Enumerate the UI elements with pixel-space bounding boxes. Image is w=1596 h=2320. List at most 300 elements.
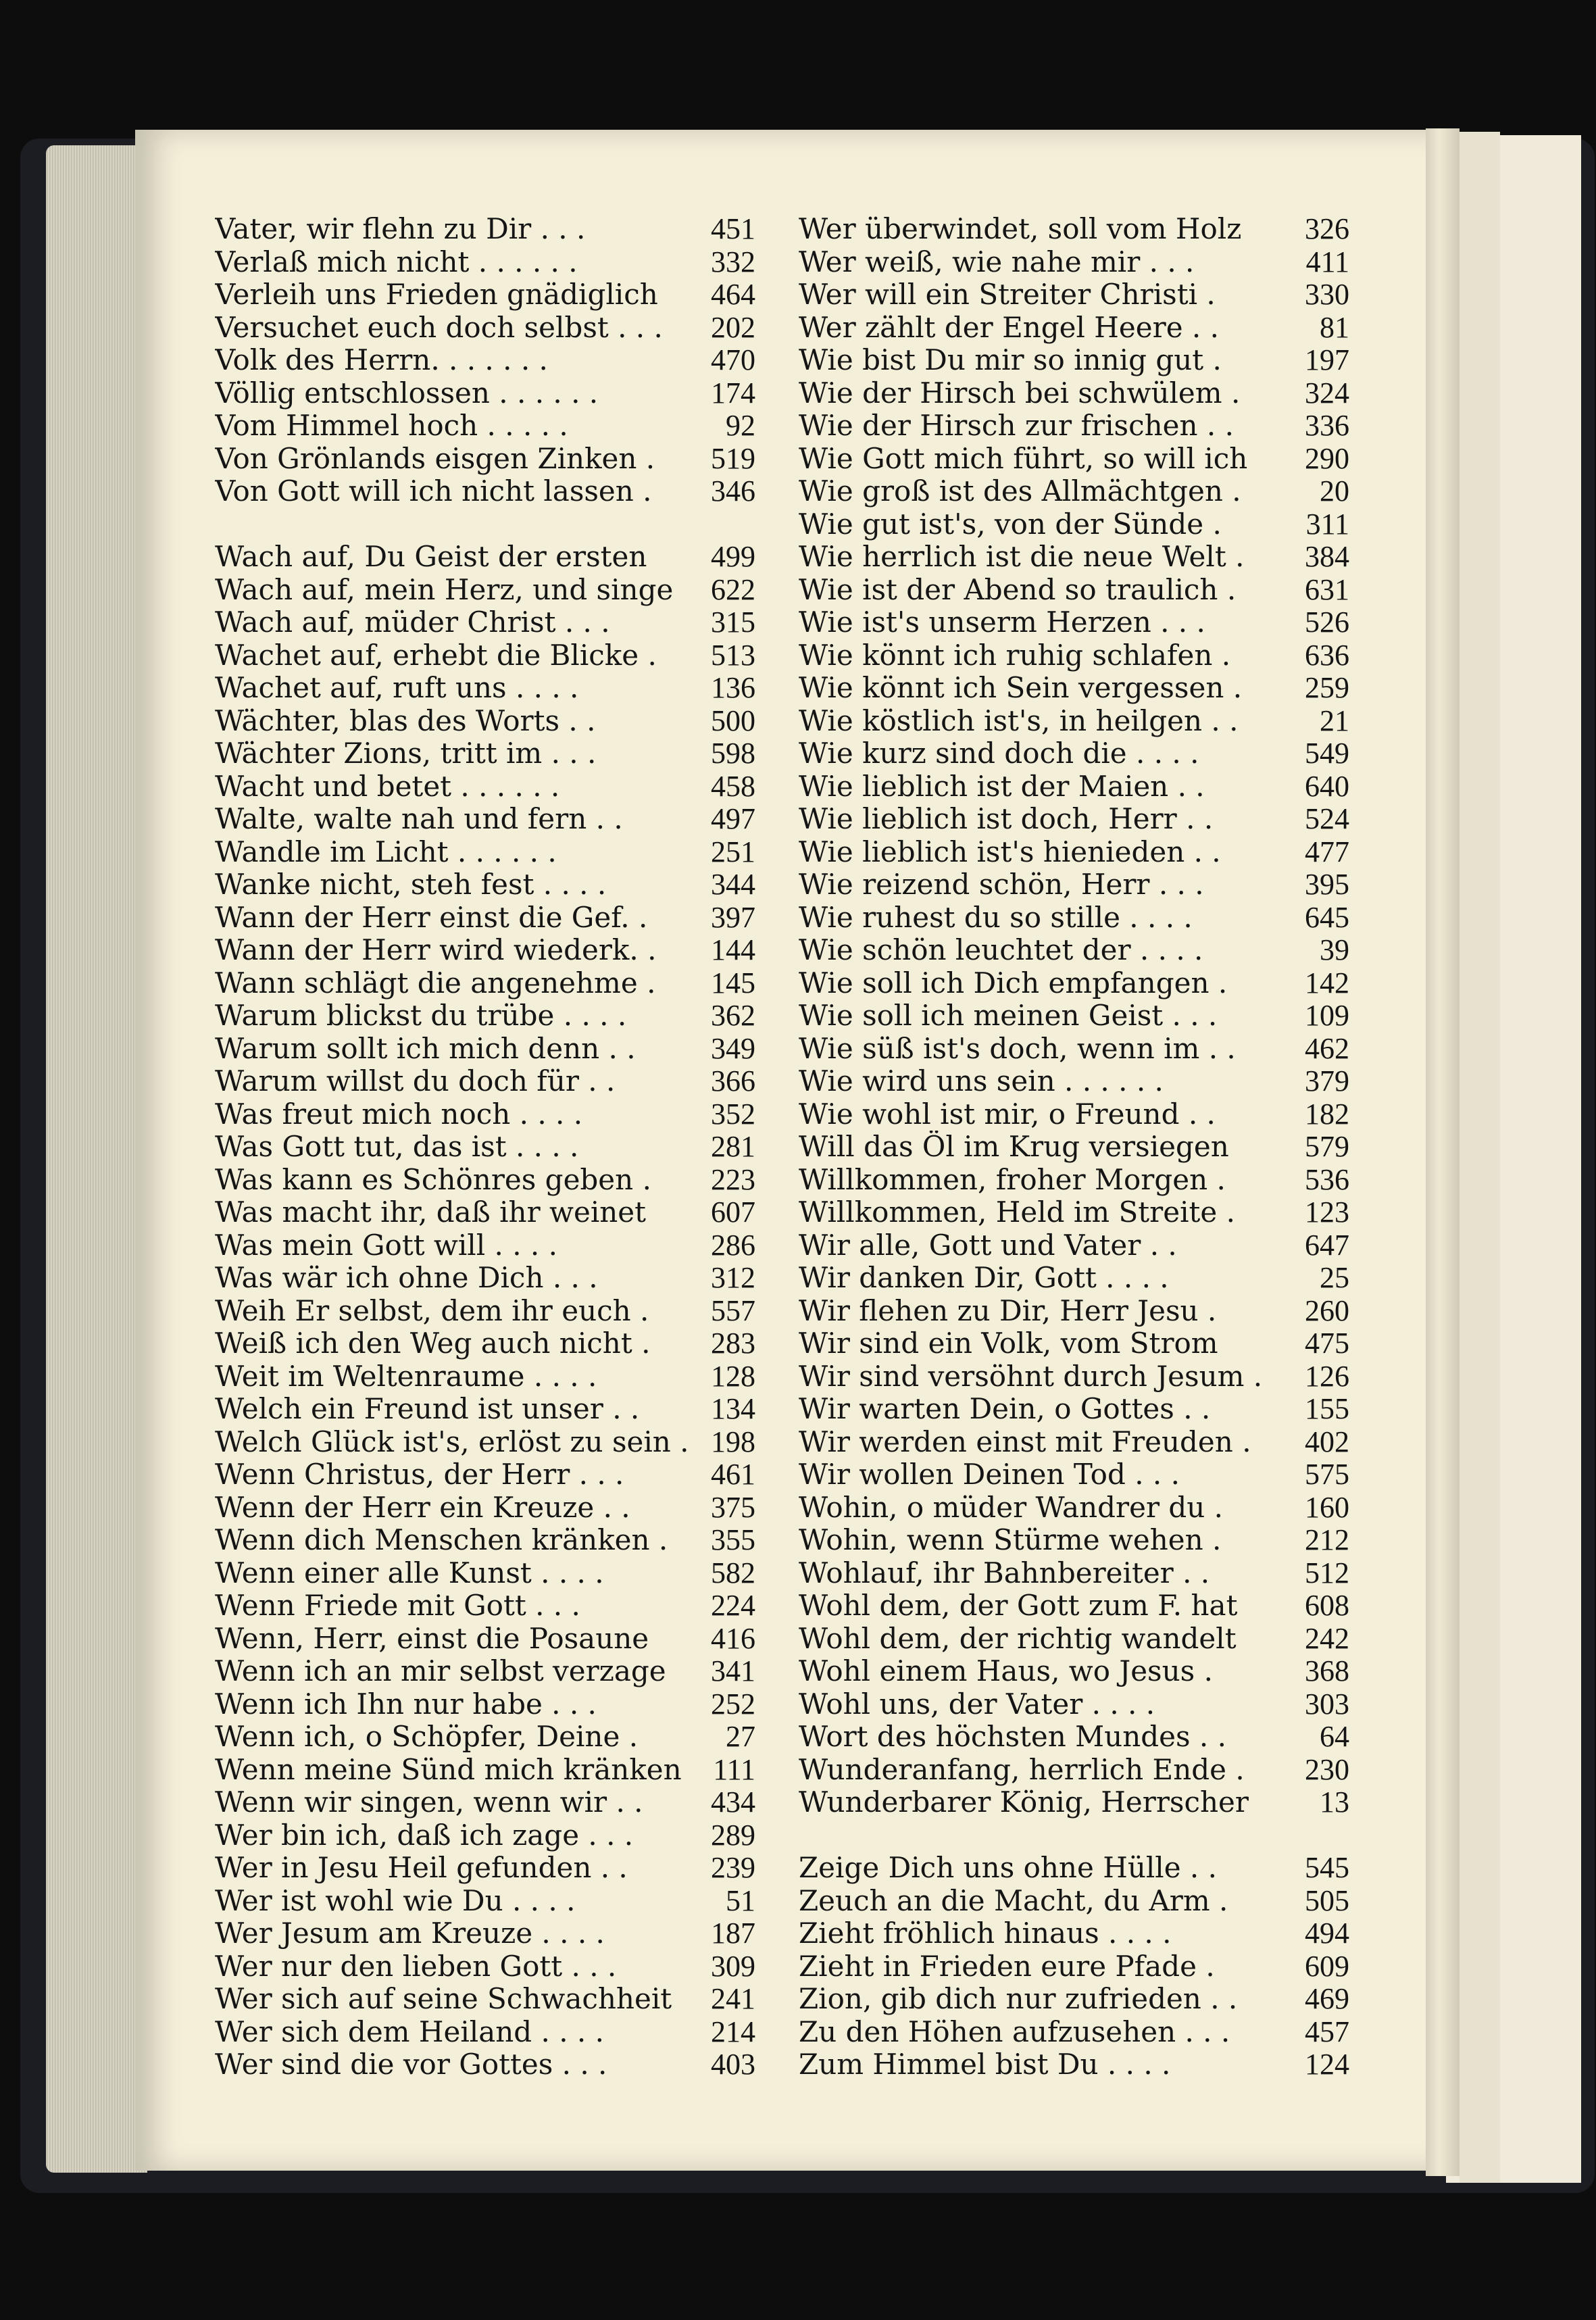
hymn-title: Wir sind ein Volk, vom Strom bbox=[799, 1327, 1218, 1360]
hymn-number: 344 bbox=[711, 868, 755, 901]
hymn-title: Wenn, Herr, einst die Posaune bbox=[215, 1622, 649, 1655]
index-entry bbox=[799, 1426, 1349, 1459]
hymn-number: 241 bbox=[711, 1983, 755, 2015]
hymn-title: Wer weiß, wie nahe mir . . . bbox=[799, 245, 1195, 278]
index-entry bbox=[215, 246, 755, 279]
hymn-title: Wie der Hirsch bei schwülem . bbox=[799, 376, 1241, 410]
hymn-title: Walte, walte nah und fern . . bbox=[215, 803, 623, 835]
index-entry bbox=[799, 1491, 1349, 1525]
hymn-title: Warum blickst du trübe . . . . bbox=[215, 999, 627, 1032]
hymn-title: Wer sich dem Heiland . . . . bbox=[215, 2015, 604, 2048]
index-entry bbox=[215, 1327, 755, 1360]
hymn-title: Wie könnt ich Sein vergessen . bbox=[799, 672, 1243, 704]
hymn-number: 379 bbox=[1305, 1065, 1349, 1097]
hymn-number: 494 bbox=[1305, 1917, 1349, 1950]
page-gutter bbox=[1426, 128, 1460, 2176]
hymn-number: 609 bbox=[1305, 1950, 1349, 1983]
hymn-title: Wenn Christus, der Herr . . . bbox=[215, 1458, 624, 1491]
hymn-title: Wie soll ich Dich empfangen . bbox=[799, 966, 1228, 999]
hymn-number: 647 bbox=[1305, 1229, 1349, 1262]
index-entry bbox=[215, 1033, 755, 1066]
hymn-title: Wenn ich Ihn nur habe . . . bbox=[215, 1687, 597, 1721]
index-group-w bbox=[215, 541, 755, 2081]
hymn-number: 336 bbox=[1305, 410, 1349, 442]
index-entry bbox=[799, 1229, 1349, 1262]
index-entry bbox=[215, 475, 755, 508]
hymn-number: 500 bbox=[711, 704, 755, 737]
hymn-number: 123 bbox=[1305, 1196, 1349, 1229]
hymn-number: 631 bbox=[1305, 573, 1349, 606]
index-entry bbox=[215, 1491, 755, 1525]
hymn-title: Wer in Jesu Heil gefunden . . bbox=[215, 1852, 628, 1884]
index-entry bbox=[215, 1655, 755, 1688]
hymn-title: Weit im Weltenraume . . . . bbox=[215, 1360, 597, 1393]
index-entry bbox=[799, 2016, 1349, 2049]
hymn-number: 469 bbox=[1305, 1983, 1349, 2015]
index-entry bbox=[799, 278, 1349, 312]
index-entry bbox=[799, 1262, 1349, 1295]
index-entry bbox=[799, 902, 1349, 935]
hymn-title: Was macht ihr, daß ihr weinet bbox=[215, 1196, 647, 1229]
hymn-title: Wir sind versöhnt durch Jesum . bbox=[799, 1360, 1263, 1393]
hymn-number: 349 bbox=[711, 1032, 755, 1065]
hymn-number: 202 bbox=[711, 311, 755, 344]
hymn-title: Vater, wir flehn zu Dir . . . bbox=[215, 213, 586, 245]
index-entry bbox=[799, 1295, 1349, 1328]
index-entry bbox=[799, 377, 1349, 410]
hymn-number: 403 bbox=[711, 2048, 755, 2081]
hymn-number: 224 bbox=[711, 1589, 755, 1622]
index-entry bbox=[215, 934, 755, 967]
hymn-title: Vom Himmel hoch . . . . . bbox=[215, 410, 568, 442]
hymn-number: 545 bbox=[1305, 1852, 1349, 1884]
hymn-title: Wie könnt ich ruhig schlafen . bbox=[799, 639, 1231, 672]
hymn-number: 187 bbox=[711, 1917, 755, 1950]
hymn-number: 513 bbox=[711, 639, 755, 672]
index-entry bbox=[799, 541, 1349, 574]
hymn-title: Wohlauf, ihr Bahnbereiter . . bbox=[799, 1556, 1210, 1589]
hymn-number: 145 bbox=[711, 966, 755, 999]
hymn-title: Wach auf, Du Geist der ersten bbox=[215, 541, 647, 573]
index-entry bbox=[215, 639, 755, 672]
hymn-number: 198 bbox=[711, 1425, 755, 1458]
hymn-number: 462 bbox=[1305, 1032, 1349, 1065]
hymn-title: Wanke nicht, steh fest . . . . bbox=[215, 868, 607, 901]
hymn-number: 457 bbox=[1305, 2015, 1349, 2048]
hymn-title: Zieht in Frieden eure Pfade . bbox=[799, 1950, 1215, 1983]
index-entry bbox=[215, 672, 755, 705]
hymn-title: Wandle im Licht . . . . . . bbox=[215, 835, 557, 868]
hymn-title: Zeige Dich uns ohne Hülle . . bbox=[799, 1852, 1217, 1884]
index-entry bbox=[215, 1196, 755, 1229]
hymn-title: Wer sind die vor Gottes . . . bbox=[215, 2048, 607, 2081]
index-entry bbox=[215, 737, 755, 770]
hymn-number: 21 bbox=[1320, 704, 1349, 737]
index-entry bbox=[215, 1754, 755, 1787]
hymn-title: Verleih uns Frieden gnädiglich bbox=[215, 278, 658, 311]
index-entry bbox=[215, 1164, 755, 1197]
hymn-title: Wohl uns, der Vater . . . . bbox=[799, 1687, 1155, 1721]
hymn-title: Wachet auf, ruft uns . . . . bbox=[215, 672, 579, 704]
hymn-number: 362 bbox=[711, 999, 755, 1032]
hymn-number: 505 bbox=[1305, 1884, 1349, 1917]
hymn-title: Was freut mich noch . . . . bbox=[215, 1097, 583, 1131]
hymn-number: 128 bbox=[711, 1360, 755, 1393]
hymn-number: 607 bbox=[711, 1196, 755, 1229]
index-entry bbox=[215, 1623, 755, 1656]
index-entry bbox=[799, 1983, 1349, 2016]
hymn-title: Zum Himmel bist Du . . . . bbox=[799, 2048, 1171, 2081]
hymn-number: 260 bbox=[1305, 1294, 1349, 1327]
index-entry bbox=[215, 1688, 755, 1721]
index-entry bbox=[215, 1065, 755, 1098]
hymn-title: Wie ist's unserm Herzen . . . bbox=[799, 606, 1205, 639]
index-entry bbox=[799, 1164, 1349, 1197]
index-entry bbox=[215, 1524, 755, 1557]
index-entry bbox=[215, 213, 755, 246]
index-entry bbox=[215, 902, 755, 935]
hymn-title: Wann schlägt die angenehme . bbox=[215, 966, 656, 999]
index-entry bbox=[215, 377, 755, 410]
index-entry bbox=[799, 1098, 1349, 1131]
index-entry bbox=[215, 606, 755, 639]
index-entry bbox=[799, 475, 1349, 508]
hymn-number: 20 bbox=[1320, 475, 1349, 508]
hymn-title: Wort des höchsten Mundes . . bbox=[799, 1721, 1226, 1753]
index-entry bbox=[799, 1360, 1349, 1393]
hymn-title: Wenn wir singen, wenn wir . . bbox=[215, 1786, 643, 1819]
index-entry bbox=[799, 770, 1349, 804]
hymn-title: Wie gut ist's, von der Sünde . bbox=[799, 508, 1222, 541]
hymn-title: Was kann es Schönres geben . bbox=[215, 1163, 651, 1196]
hymn-title: Was wär ich ohne Dich . . . bbox=[215, 1262, 598, 1294]
index-entry bbox=[799, 737, 1349, 770]
hymn-number: 144 bbox=[711, 934, 755, 966]
hymn-number: 315 bbox=[711, 606, 755, 639]
hymn-title: Wie soll ich meinen Geist . . . bbox=[799, 999, 1218, 1032]
index-entry bbox=[799, 1786, 1349, 1819]
hymn-number: 416 bbox=[711, 1622, 755, 1655]
index-entry bbox=[799, 1393, 1349, 1426]
hymn-number: 309 bbox=[711, 1950, 755, 1983]
index-entry bbox=[799, 312, 1349, 345]
index-entry bbox=[799, 705, 1349, 738]
hymn-number: 109 bbox=[1305, 999, 1349, 1032]
hymn-number: 81 bbox=[1320, 311, 1349, 344]
hymn-title: Verlaß mich nicht . . . . . . bbox=[215, 245, 578, 278]
index-entry bbox=[215, 770, 755, 804]
index-entry bbox=[799, 410, 1349, 443]
hymn-number: 330 bbox=[1305, 278, 1349, 311]
index-entry bbox=[799, 1721, 1349, 1754]
index-entry bbox=[215, 1721, 755, 1754]
index-entry bbox=[799, 672, 1349, 705]
hymn-number: 477 bbox=[1305, 835, 1349, 868]
hymn-number: 598 bbox=[711, 737, 755, 770]
hymn-title: Wie süß ist's doch, wenn im . . bbox=[799, 1032, 1236, 1065]
hymn-title: Wer Jesum am Kreuze . . . . bbox=[215, 1917, 605, 1950]
hymn-title: Zieht fröhlich hinaus . . . . bbox=[799, 1917, 1172, 1950]
index-entry bbox=[215, 1917, 755, 1950]
hymn-title: Wenn meine Sünd mich kränken bbox=[215, 1753, 682, 1786]
hymn-number: 212 bbox=[1305, 1524, 1349, 1556]
hymn-number: 332 bbox=[711, 245, 755, 278]
index-entry bbox=[799, 246, 1349, 279]
index-entry bbox=[215, 999, 755, 1033]
hymn-number: 636 bbox=[1305, 639, 1349, 672]
hymn-title: Willkommen, Held im Streite . bbox=[799, 1196, 1235, 1229]
hymn-number: 25 bbox=[1320, 1262, 1349, 1294]
hymn-number: 464 bbox=[711, 278, 755, 311]
index-entry bbox=[215, 1983, 755, 2016]
hymn-number: 375 bbox=[711, 1491, 755, 1524]
index-entry bbox=[799, 1131, 1349, 1164]
hymn-number: 524 bbox=[1305, 803, 1349, 835]
hymn-number: 497 bbox=[711, 803, 755, 835]
index-entry bbox=[799, 606, 1349, 639]
index-entry bbox=[799, 1524, 1349, 1557]
hymn-number: 252 bbox=[711, 1687, 755, 1721]
index-entry bbox=[799, 1033, 1349, 1066]
hymn-title: Wer will ein Streiter Christi . bbox=[799, 278, 1216, 311]
index-entry bbox=[215, 574, 755, 607]
hymn-title: Was Gott tut, das ist . . . . bbox=[215, 1131, 579, 1163]
index-entry bbox=[215, 1557, 755, 1590]
index-entry bbox=[215, 1393, 755, 1426]
hymn-title: Von Grönlands eisgen Zinken . bbox=[215, 442, 655, 475]
hymn-number: 39 bbox=[1320, 934, 1349, 966]
index-entry bbox=[799, 639, 1349, 672]
hymn-title: Wir flehen zu Dir, Herr Jesu . bbox=[799, 1294, 1217, 1327]
hymn-title: Wir alle, Gott und Vater . . bbox=[799, 1229, 1177, 1262]
index-column-left bbox=[215, 213, 755, 2081]
index-entry bbox=[215, 278, 755, 312]
hymn-number: 239 bbox=[711, 1852, 755, 1884]
hymn-number: 259 bbox=[1305, 672, 1349, 704]
index-entry bbox=[215, 1458, 755, 1491]
index-entry bbox=[799, 836, 1349, 869]
hymn-number: 289 bbox=[711, 1819, 755, 1852]
hymn-number: 582 bbox=[711, 1556, 755, 1589]
hymn-title: Wir warten Dein, o Gottes . . bbox=[799, 1393, 1211, 1425]
hymn-title: Wunderbarer König, Herrscher bbox=[799, 1786, 1249, 1819]
hymn-number: 230 bbox=[1305, 1753, 1349, 1786]
index-column-right bbox=[799, 213, 1349, 2081]
hymn-title: Welch Glück ist's, erlöst zu sein . bbox=[215, 1425, 689, 1458]
index-entry bbox=[215, 967, 755, 1000]
index-entry bbox=[215, 2016, 755, 2049]
hymn-title: Volk des Herrn. . . . . . . bbox=[215, 344, 548, 376]
hymn-number: 402 bbox=[1305, 1425, 1349, 1458]
hymn-number: 512 bbox=[1305, 1556, 1349, 1589]
hymn-number: 281 bbox=[711, 1131, 755, 1163]
hymn-title: Wachet auf, erhebt die Blicke . bbox=[215, 639, 657, 672]
hymn-title: Wohl dem, der richtig wandelt bbox=[799, 1622, 1237, 1655]
hymn-number: 155 bbox=[1305, 1393, 1349, 1425]
hymn-title: Wer nur den lieben Gott . . . bbox=[215, 1950, 617, 1983]
hymn-number: 124 bbox=[1305, 2048, 1349, 2081]
hymn-title: Zu den Höhen aufzusehen . . . bbox=[799, 2015, 1230, 2048]
hymn-number: 214 bbox=[711, 2015, 755, 2048]
index-entry bbox=[215, 1885, 755, 1918]
hymn-number: 640 bbox=[1305, 770, 1349, 803]
index-entry bbox=[799, 574, 1349, 607]
hymn-number: 92 bbox=[726, 410, 755, 442]
hymn-number: 536 bbox=[1305, 1163, 1349, 1196]
hymn-number: 126 bbox=[1305, 1360, 1349, 1393]
hymn-title: Wie kurz sind doch die . . . . bbox=[799, 737, 1199, 770]
hymn-number: 286 bbox=[711, 1229, 755, 1262]
index-group-z bbox=[799, 1852, 1349, 2081]
hymn-title: Wie der Hirsch zur frischen . . bbox=[799, 410, 1234, 442]
index-entry bbox=[215, 868, 755, 902]
hymn-title: Völlig entschlossen . . . . . . bbox=[215, 376, 599, 410]
hymn-title: Wer überwindet, soll vom Holz bbox=[799, 213, 1242, 245]
hymn-title: Wir danken Dir, Gott . . . . bbox=[799, 1262, 1169, 1294]
index-entry bbox=[799, 1852, 1349, 1885]
hymn-title: Wie wird uns sein . . . . . . bbox=[799, 1065, 1164, 1097]
hymn-title: Wie köstlich ist's, in heilgen . . bbox=[799, 704, 1239, 737]
index-entry bbox=[799, 1327, 1349, 1360]
binding-strip bbox=[1460, 132, 1500, 2183]
hymn-number: 352 bbox=[711, 1097, 755, 1131]
hymn-title: Wächter, blas des Worts . . bbox=[215, 704, 596, 737]
hymn-number: 64 bbox=[1320, 1721, 1349, 1753]
index-entry bbox=[215, 1098, 755, 1131]
hymn-number: 311 bbox=[1305, 508, 1349, 541]
hymn-title: Wenn Friede mit Gott . . . bbox=[215, 1589, 580, 1622]
index-entry bbox=[215, 1852, 755, 1885]
hymn-title: Wenn der Herr ein Kreuze . . bbox=[215, 1491, 630, 1524]
hymn-number: 242 bbox=[1305, 1622, 1349, 1655]
hymn-number: 622 bbox=[711, 573, 755, 606]
hymn-number: 142 bbox=[1305, 966, 1349, 999]
hymn-number: 134 bbox=[711, 1393, 755, 1425]
hymn-title: Wie reizend schön, Herr . . . bbox=[799, 868, 1204, 901]
hymn-number: 341 bbox=[711, 1655, 755, 1687]
index-group-v bbox=[215, 213, 755, 508]
hymn-number: 160 bbox=[1305, 1491, 1349, 1524]
index-entry bbox=[799, 2048, 1349, 2081]
index-entry bbox=[215, 1262, 755, 1295]
hymn-number: 174 bbox=[711, 376, 755, 410]
hymn-title: Zion, gib dich nur zufrieden . . bbox=[799, 1983, 1238, 2015]
hymn-title: Wächter Zions, tritt im . . . bbox=[215, 737, 597, 770]
index-entry bbox=[215, 803, 755, 836]
hymn-number: 411 bbox=[1305, 245, 1349, 278]
index-entry bbox=[215, 1131, 755, 1164]
hymn-number: 251 bbox=[711, 835, 755, 868]
hymn-number: 326 bbox=[1305, 213, 1349, 245]
hymn-title: Weiß ich den Weg auch nicht . bbox=[215, 1327, 651, 1360]
hymn-title: Wie Gott mich führt, so will ich bbox=[799, 442, 1248, 475]
hymn-number: 13 bbox=[1320, 1786, 1349, 1819]
hymn-number: 470 bbox=[711, 344, 755, 376]
hymn-title: Wir wollen Deinen Tod . . . bbox=[799, 1458, 1180, 1491]
index-entry bbox=[215, 1426, 755, 1459]
hymn-number: 303 bbox=[1305, 1687, 1349, 1721]
hymn-title: Wie groß ist des Allmächtgen . bbox=[799, 475, 1241, 508]
index-entry bbox=[799, 213, 1349, 246]
index-group-w-continued bbox=[799, 213, 1349, 1819]
hymn-number: 324 bbox=[1305, 376, 1349, 410]
hymn-number: 355 bbox=[711, 1524, 755, 1556]
hymn-title: Wann der Herr einst die Gef. . bbox=[215, 901, 648, 934]
index-entry bbox=[799, 1950, 1349, 1983]
index-entry bbox=[799, 443, 1349, 476]
index-entry bbox=[215, 705, 755, 738]
hymn-title: Versuchet euch doch selbst . . . bbox=[215, 311, 663, 344]
index-entry bbox=[799, 934, 1349, 967]
hymn-number: 397 bbox=[711, 901, 755, 934]
page-edges bbox=[46, 145, 147, 2173]
index-entry bbox=[799, 1065, 1349, 1098]
index-entry bbox=[799, 1458, 1349, 1491]
hymn-title: Weih Er selbst, dem ihr euch . bbox=[215, 1294, 649, 1327]
hymn-title: Wer zählt der Engel Heere . . bbox=[799, 311, 1219, 344]
hymn-number: 549 bbox=[1305, 737, 1349, 770]
hymn-number: 526 bbox=[1305, 606, 1349, 639]
hymn-title: Wohl dem, der Gott zum F. hat bbox=[799, 1589, 1238, 1622]
hymn-number: 384 bbox=[1305, 541, 1349, 573]
index-entry bbox=[799, 1589, 1349, 1623]
hymn-number: 461 bbox=[711, 1458, 755, 1491]
hymn-title: Wann der Herr wird wiederk. . bbox=[215, 934, 657, 966]
hymn-title: Warum sollt ich mich denn . . bbox=[215, 1032, 636, 1065]
index-entry bbox=[215, 1786, 755, 1819]
hymn-number: 312 bbox=[711, 1262, 755, 1294]
hymn-number: 51 bbox=[726, 1884, 755, 1917]
hymn-number: 499 bbox=[711, 541, 755, 573]
hymn-title: Wie lieblich ist der Maien . . bbox=[799, 770, 1205, 803]
index-entry bbox=[215, 1295, 755, 1328]
hymn-number: 475 bbox=[1305, 1327, 1349, 1360]
hymn-number: 645 bbox=[1305, 901, 1349, 934]
hymn-title: Wohin, o müder Wandrer du . bbox=[799, 1491, 1224, 1524]
index-entry bbox=[215, 410, 755, 443]
index-entry bbox=[215, 312, 755, 345]
hymn-title: Wenn einer alle Kunst . . . . bbox=[215, 1556, 604, 1589]
index-entry bbox=[799, 1688, 1349, 1721]
group-spacer bbox=[215, 508, 755, 541]
hymn-number: 557 bbox=[711, 1294, 755, 1327]
hymn-title: Wer sich auf seine Schwachheit bbox=[215, 1983, 672, 2015]
index-entry bbox=[799, 344, 1349, 377]
hymn-number: 519 bbox=[711, 442, 755, 475]
hymn-title: Wer bin ich, daß ich zage . . . bbox=[215, 1819, 634, 1852]
index-entry bbox=[799, 967, 1349, 1000]
hymn-title: Will das Öl im Krug versiegen bbox=[799, 1131, 1229, 1163]
index-entry bbox=[799, 1754, 1349, 1787]
hymn-title: Wohl einem Haus, wo Jesus . bbox=[799, 1655, 1213, 1687]
index-entry bbox=[799, 999, 1349, 1033]
hymn-number: 458 bbox=[711, 770, 755, 803]
index-entry bbox=[215, 344, 755, 377]
index-entry bbox=[799, 1917, 1349, 1950]
hymn-title: Welch ein Freund ist unser . . bbox=[215, 1393, 640, 1425]
hymn-title: Von Gott will ich nicht lassen . bbox=[215, 475, 652, 508]
hymn-number: 575 bbox=[1305, 1458, 1349, 1491]
group-spacer bbox=[799, 1819, 1349, 1852]
hymn-title: Wie schön leuchtet der . . . . bbox=[799, 934, 1203, 966]
hymn-title: Zeuch an die Macht, du Arm . bbox=[799, 1884, 1228, 1917]
hymn-title: Warum willst du doch für . . bbox=[215, 1065, 616, 1097]
index-entry bbox=[799, 1885, 1349, 1918]
index-entry bbox=[799, 868, 1349, 902]
index-entry bbox=[215, 1950, 755, 1983]
hymn-title: Wach auf, müder Christ . . . bbox=[215, 606, 610, 639]
hymn-number: 366 bbox=[711, 1065, 755, 1097]
